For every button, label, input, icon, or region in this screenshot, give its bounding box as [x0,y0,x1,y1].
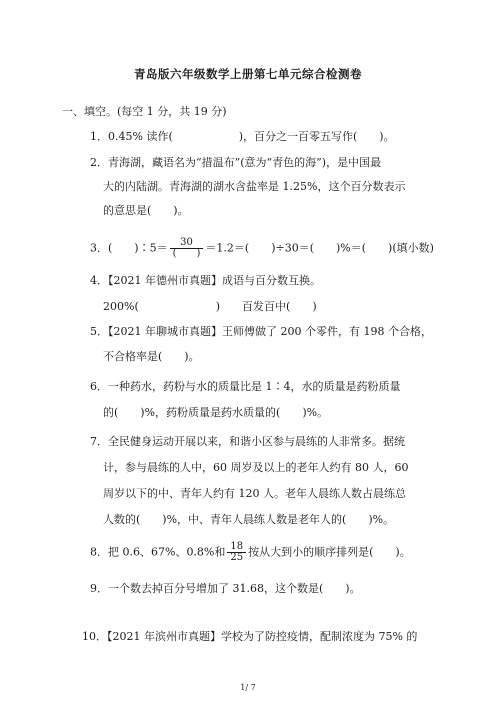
question-8 [90,542,411,563]
fraction-denominator: 25 [230,552,244,563]
section-heading: 一、填空。(每空 1 分，共 19 分) [62,105,227,118]
question-7-line-4: 人数的( )%，中、青年人晨练人数是老年人的( )%。 [103,513,395,526]
question-8-fraction [227,542,246,563]
question-5-line-2: 不合格率是( )。 [103,350,200,363]
question-3-suffix: ＝1.2＝( )÷30＝( )%＝( )(填小数) [205,241,434,255]
question-6-line-2: 的( )%，药粉质量是药水质量的( )%。 [103,406,329,419]
question-3-prefix: 3．( )∶5＝ [90,241,168,255]
question-7-line-3: 周岁以下的中、青年人约有 120 人。老年人晨练人数占晨练总 [103,487,406,500]
question-4-line-1: 4．【2021 年德州市真题】成语与百分数互换。 [90,274,321,287]
fraction-numerator: 30 [170,238,204,249]
question-3 [90,238,434,259]
question-2-line-2: 大的内陆湖。青海湖的湖水含盐率是 1.25%，这个百分数表示 [103,180,406,193]
question-1: 1．0.45% 读作( )，百分之一百零五写作( )。 [90,130,395,143]
question-2-line-3: 的意思是( )。 [103,204,189,217]
question-2-line-1: 2．青海湖，藏语名为“措温布”(意为“青色的海”)，是中国最 [90,156,382,169]
question-7-line-1: 7．全民健身运动开展以来，和谐小区参与晨练的人非常多。据统 [90,435,405,448]
fraction-denominator: ( ) [172,248,201,259]
question-6-line-1: 6．一种药水，药粉与水的质量比是 1∶4，水的质量是药粉质量 [90,380,401,393]
question-10-line-1: 10．【2021 年滨州市真题】学校为了防控疫情，配制浓度为 75% 的 [82,630,418,643]
question-9: 9．一个数去掉百分号增加了 31.68，这个数是( )。 [90,582,361,595]
exam-title: 青岛版六年级数学上册第七单元综合检测卷 [134,67,362,81]
question-5-line-1: 5．【2021 年聊城市真题】王师傅做了 200 个零件，有 198 个合格， [90,325,432,338]
question-4-line-2: 200%( ) 百发百中( ) [103,300,317,313]
page-number: 1/ 7 [240,683,256,692]
question-3-fraction [170,238,204,259]
fraction-numerator: 18 [227,542,246,553]
question-7-line-2: 计，参与晨练的人中，60 周岁及以上的老年人约有 80 人，60 [103,461,409,474]
question-8-suffix: 按从大到小的顺序排列是( )。 [248,545,411,559]
question-8-prefix: 8．把 0.6、67%、0.8%和 [90,545,226,559]
